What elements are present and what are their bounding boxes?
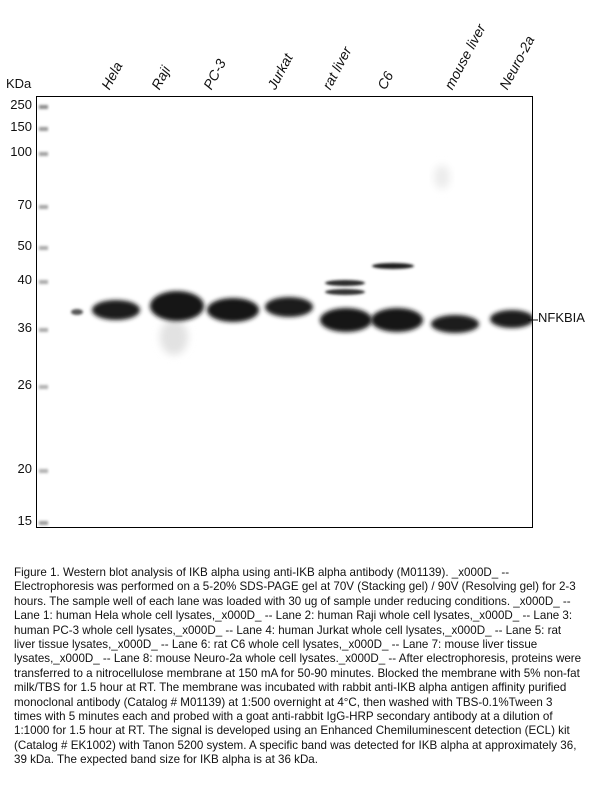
- lane-label-mouse-liver: mouse liver: [440, 21, 489, 92]
- ladder-band: [39, 521, 48, 525]
- ladder-band: [39, 246, 48, 250]
- marker-label: 100: [10, 144, 32, 159]
- ladder-band: [39, 469, 48, 473]
- band-neuro-2a: [490, 310, 533, 328]
- band-label-nfkbia: NFKBIA: [538, 310, 585, 325]
- band-jurkat: [265, 297, 313, 317]
- figure-caption: Figure 1. Western blot analysis of IKB alpha using anti-IKB alpha antibody (M01139). _x000D_ -- Electrophoresis was performed on a 5-20% SDS-PAGE gel at 70V (Stacking gel) / 90V (Resolving gel) for 2-3 hours. The sample well of each lane was loaded with 30 ug of sample under reducing conditions. _x000D_ -- Lane 1: human Hela whole cell lysates,_x000D_ -- Lane 2: human Raji whole cell lysates,_x000D_ -- Lane 3: human PC-3 whole cell lysates,_x000D_ -- Lane 4: human Jurkat whole cell lysates,_x000D_ -- Lane 5: rat liver tissue lysates,_x000D_ -- Lane 6: rat C6 whole cell lysates,_x000D_ -- Lane 7: mouse liver tissue lysates,_x000D_ -- Lane 8: mouse Neuro-2a whole cell lysates._x000D_ -- After electrophoresis, proteins were transferred to a nitrocellulose membrane at 150 mA for 50-90 minutes. Blocked the membrane with 5% non-fat milk/TBS for 1.5 hour at RT. The membrane was incubated with rabbit anti-IKB alpha antigen affinity purified monoclonal antibody (Catalog # M01139) at 1:500 overnight at 4°C, then washed with TBS-0.1%Tween 3 times with 5 minutes each and probed with a goat anti-rabbit IgG-HRP secondary antibody at a dilution of 1:1000 for 1.5 hour at RT. The signal is developed using an Enhanced Chemiluminescent detection (ECL) kit (Catalog # EK1002) with Tanon 5200 system. A specific band was detected for IKB alpha at approximately 36, 39 kDa. The expected band size for IKB alpha is at 36 kDa.: [14, 566, 585, 767]
- marker-label: 70: [17, 197, 32, 212]
- band-raji: [150, 291, 204, 321]
- marker-label: 15: [17, 513, 32, 528]
- band-pc3: [207, 298, 259, 322]
- ladder-band: [39, 127, 48, 131]
- band-rat-liver: [320, 308, 372, 332]
- ladder-band: [39, 280, 48, 284]
- lane-label-c6: C6: [373, 68, 397, 92]
- marker-label: 250: [10, 97, 32, 112]
- background-smear: [160, 319, 188, 355]
- lane-label-raji: Raji: [147, 63, 174, 92]
- lane-label-rat-liver: rat liver: [318, 43, 355, 92]
- lane-label-hela: Hela: [97, 59, 126, 92]
- band-rat-liver-upper: [325, 280, 365, 286]
- marker-label: 36: [17, 320, 32, 335]
- lane-label-neuro-2a: Neuro-2a: [495, 32, 538, 92]
- band-c6: [371, 308, 423, 332]
- band-hela: [92, 300, 140, 320]
- kda-axis-title: KDa: [6, 76, 32, 91]
- ladder-band: [39, 205, 48, 209]
- blot-membrane: [36, 96, 533, 528]
- marker-label: 26: [17, 377, 32, 392]
- marker-label: 20: [17, 461, 32, 476]
- marker-label: 40: [17, 272, 32, 287]
- ladder-band: [39, 385, 48, 389]
- band-mouse-liver: [431, 315, 479, 333]
- ladder-band: [39, 105, 48, 109]
- blot-image: [37, 97, 533, 528]
- band-rat-liver-upper-2: [325, 289, 365, 295]
- lane-label-pc3: PC-3: [199, 56, 229, 92]
- ladder-band: [39, 152, 48, 156]
- background-smear: [434, 165, 450, 189]
- ladder-band: [39, 328, 48, 332]
- band-lane-edge: [71, 309, 83, 315]
- band-c6-upper: [372, 263, 414, 269]
- lane-label-jurkat: Jurkat: [263, 50, 296, 92]
- marker-label: 150: [10, 119, 32, 134]
- marker-label: 50: [17, 238, 32, 253]
